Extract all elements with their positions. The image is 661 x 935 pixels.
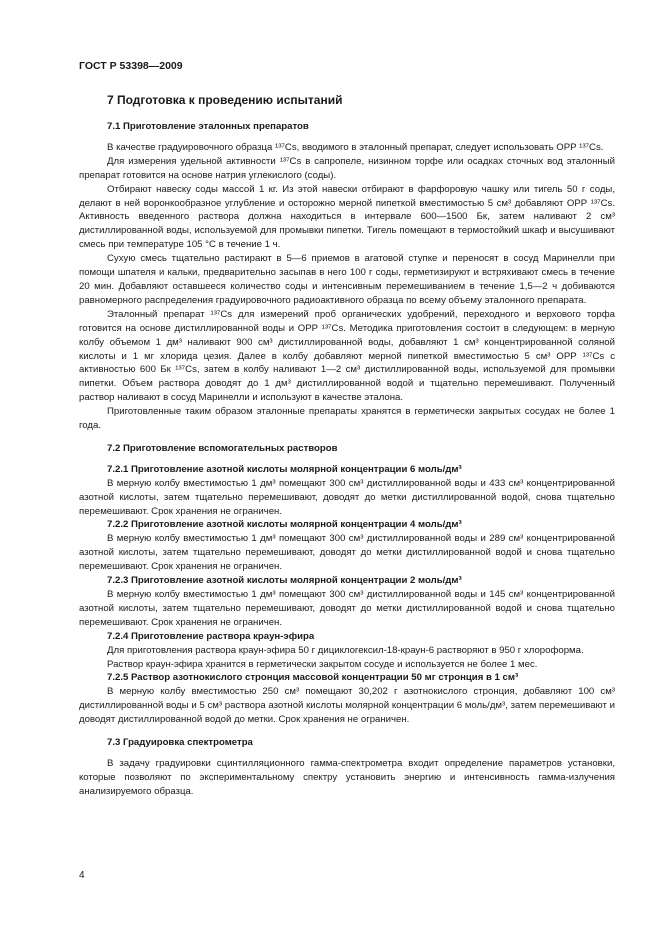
paragraph: В мерную колбу вместимостью 1 дм³ помещают 300 см³ дистиллированной воды и 433 см³ концентрированной азотной кислоты, затем тщательно перемешивают, доводят до метки дистиллированной водой, снова тщательно перемешивают. Срок хранения не ограничен.	[79, 477, 615, 517]
paragraph: Приготовленные таким образом эталонные препараты хранятся в герметически закрытых сосудах не более 1 года.	[79, 406, 615, 432]
paragraph: В мерную колбу вместимостью 1 дм³ помещают 300 см³ дистиллированной воды и 289 см³ концентрированной азотной кислоты, затем тщательно перемешивают, доводят до метки дистиллированной водой и снова тщательно перемешивают. Срок хранения не ограничен.	[79, 533, 615, 573]
paragraph: В качестве градуировочного образца ¹³⁷Cs, вводимого в эталонный препарат, следует использовать ОРР ¹³⁷Cs.	[107, 141, 604, 153]
section-7-2-5-title: 7.2.5 Раствор азотнокислого стронция массовой концентрации 50 мг стронция в 1 см³	[107, 672, 519, 684]
section-7-2-1-title: 7.2.1 Приготовление азотной кислоты молярной концентрации 6 моль/дм³	[107, 463, 462, 475]
paragraph: Раствор краун-эфира хранится в герметически закрытом сосуде и используется не более 1 мес.	[107, 658, 538, 670]
paragraph: Отбирают навеску соды массой 1 кг. Из этой навески отбирают в фарфоровую чашку или тигель 50 г соды, делают в ней воронкообразное углубление и осторожно мерной пипеткой вместимостью 5 см³ добавляют ОРР ¹³⁷Cs. Активность введенного раствора должна находиться в интервале 600—1500 Бк, затем наливают 2 см³ дистиллированной воды, используемой для промывки пипетки. Тигель помещают в термостойкий шкаф и высушивают смесь при температуре 105 °C в течение 1 ч.	[79, 183, 615, 251]
section-7-2-2-title: 7.2.2 Приготовление азотной кислоты молярной концентрации 4 моль/дм³	[107, 519, 462, 531]
section-7-title: 7 Подготовка к проведению испытаний	[107, 93, 343, 107]
section-7-2-title: 7.2 Приготовление вспомогательных растворов	[107, 442, 338, 454]
section-7-3-title: 7.3 Градуировка спектрометра	[107, 737, 253, 749]
page-number: 4	[79, 870, 85, 881]
section-7-2-3-title: 7.2.3 Приготовление азотной кислоты молярной концентрации 2 моль/дм³	[107, 575, 462, 587]
paragraph: В мерную колбу вместимостью 1 дм³ помещают 300 см³ дистиллированной воды и 145 см³ концентрированной азотной кислоты, затем тщательно перемешивают, доводят до метки дистиллированной водой и снова тщательно перемешивают. Срок хранения не ограничен.	[79, 589, 615, 628]
paragraph: Эталонный препарат ¹³⁷Cs для измерений проб органических удобрений, переходного и верхового торфа готовится на основе дистиллированной воды и ОРР ¹³⁷Cs. Методика приготовления состоит в следующем: в мерную колбу объемом 1 дм³ наливают 900 см³ дистиллированной воды, добавляют 1 см³ концентрированной соляной кислоты и 1 мг хлорида цезия. Далее в колбу добавляют мерной пипеткой вместимостью 5 см³ ОРР ¹³⁷Cs с активностью 600 Бк ¹³⁷Cs, затем в колбу наливают 1—2 см³ дистиллированной воды, используемой для промывки пипетки. Объем раствора доводят до 1 дм³ дистиллированной водой и тщательно перемешивают. Полученный раствор наливают в сосуд Маринелли и используют в качестве эталона.	[79, 308, 615, 404]
paragraph: В мерную колбу вместимостью 250 см³ помещают 30,202 г азотнокислого стронция, добавляют 100 см³ дистиллированной воды и 5 см³ раствора азотной кислоты молярной концентрации 6 моль/дм³, затем перемешивают и доводят дистиллированной водой до метки. Срок хранения не ограничен.	[79, 686, 615, 726]
section-7-2-4-title: 7.2.4 Приготовление раствора краун-эфира	[107, 630, 315, 642]
standard-header: ГОСТ Р 53398—2009	[79, 60, 183, 72]
paragraph: Сухую смесь тщательно растирают в 5—6 приемов в агатовой ступке и переносят в сосуд Маринелли при помощи шпателя и кальки, предварительно засыпав в него 100 г соды, герметизируют и встряхивают смесь в течение 20 мин. Добавляют оставшееся количество соды и интенсивным перемешиванием в течение 1,5—2 ч добиваются равномерного распределения градуировочного радиоактивного образца по всему объему эталонного препарата.	[79, 253, 615, 306]
document-body	[79, 120, 615, 799]
paragraph: Для измерения удельной активности ¹³⁷Cs в сапропеле, низинном торфе или осадках сточных вод эталонный препарат готовится на основе натрия углекислого (соды).	[79, 155, 615, 181]
paragraph: В задачу градуировки сцинтилляционного гамма-спектрометра входит определение параметров установки, которые позволяют по экспериментальному спектру установить энергию и интенсивность гамма-излучения анализируемого образца.	[79, 757, 615, 797]
paragraph: Для приготовления раствора краун-эфира 50 г дициклогексил-18-краун-6 растворяют в 950 г хлороформа.	[107, 644, 584, 656]
section-7-1-title: 7.1 Приготовление эталонных препаратов	[107, 121, 309, 132]
